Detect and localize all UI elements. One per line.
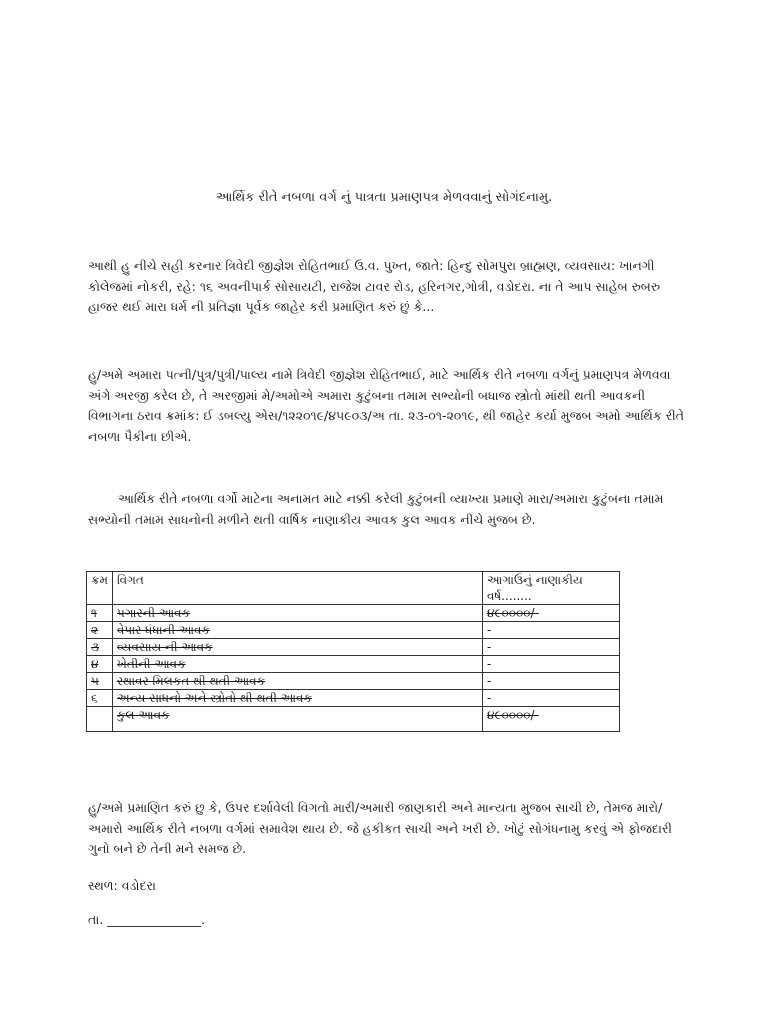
header-amount: આગાઉનું નાણાકીય વર્ષ........ [483, 572, 620, 605]
table-row [87, 622, 620, 639]
row-item: ખેતીની આવક [112, 656, 482, 673]
income-table [86, 571, 620, 732]
row-serial: ૬ [87, 690, 113, 707]
declarant-paragraph: આથી હુ નીચે સહી કરનાર ત્રિવેદી જીજ્ઞેશ રોહિતભાઈ ઉ.વ. પુખ્ત, જાતે: હિન્દુ સોમપુરા બ્રાહ્મણ, વ્યવસાય: ખાનગી કોલેજમાં નોકરી, રહે: ૧૬ અવનીપાર્ક સોસાયટી, રાજેશ ટાવર રોડ, હરિનગર,ગોત્રી, વડોદરા. ના તે આપ સાહેબ રુબરુ હાજર થઈ મારા ધર્મ ની પ્રતિજ્ઞા પૂર્વક જાહેર કરી પ્રમાણિત કરું છું કે... [88, 258, 660, 314]
row-serial: ૪ [87, 656, 113, 673]
total-serial [87, 707, 113, 732]
place-line: સ્થળ: વડોદરા [88, 878, 156, 893]
total-amount: ૪૯૦૦૦૦/- [483, 707, 620, 732]
document-title: આર્થિક રીતે નબળા વર્ગ નું પાત્રતા પ્રમાણપત્ર મેળવવાનું સોગંદનામુ. [215, 190, 553, 205]
row-item: પગારની આવક [112, 605, 482, 622]
row-amount: - [483, 639, 620, 656]
row-item: સ્થાવર મિલકત થી થતી આવક [112, 673, 482, 690]
row-serial: ૧ [87, 605, 113, 622]
row-serial: ૨ [87, 622, 113, 639]
row-amount: - [483, 622, 620, 639]
table-row [87, 690, 620, 707]
table-row [87, 656, 620, 673]
total-label: કુલ આવક [112, 707, 482, 732]
table-total-row [87, 707, 620, 732]
application-paragraph: હુ/અમે અમારા પત્ની/પુત્ર/પુત્રી/પાલ્ય નામે ત્રિવેદી જીજ્ઞેશ રોહિતભાઈ, માટે આર્થિક રીતે નબળા વર્ગનું પ્રમાણપત્ર મેળવવા અંગે અરજી કરેલ છે, તે અરજીમાં મે/અમોએ અમારા કુટુંબના તમામ સભ્યોની બધાજ સ્ત્રોતો માંથી થતી આવકની વિભાગના ઠરાવ ક્રમાંક: ઈ ડબલ્યુ એસ/૧૨૨૦૧૯/૪૫૯૦૩/અ તા. ૨૩-૦૧-૨૦૧૯, થી જાહેર કર્યા મુજબ અમો આર્થિક રીતે નબળા પૈકીના છીએ. [88, 367, 685, 444]
row-amount: ૪૯૦૦૦૦/- [483, 605, 620, 622]
table-row [87, 605, 620, 622]
table-row [87, 639, 620, 656]
table-header-row [87, 572, 620, 605]
row-amount: - [483, 673, 620, 690]
date-line: તા. _______________. [88, 912, 206, 927]
certification-paragraph: હુ/અમે પ્રમાણિત કરું છુ કે, ઉપર દર્શાવેલી વિગતો મારી/અમારી જાણકારી અને માન્યતા મુજબ સાચી છે, તેમજ મારો/અમારો આર્થિક રીતે નબળા વર્ગમાં સમાવેશ થાય છે. જે હકીકત સાચી અને ખરી છે. ખોટું સોગંધનામુ કરવું એ ફોજદારી ગુનો બને છે તેની મને સમજ છે. [88, 800, 672, 856]
row-serial: ૫ [87, 673, 113, 690]
row-amount: - [483, 690, 620, 707]
header-detail: વિગત [112, 572, 482, 605]
row-item: વેપાર ધંધાની આવક [112, 622, 482, 639]
row-item: અન્ય સાધનો અને સ્ત્રોતો થી થતી આવક [112, 690, 482, 707]
row-serial: ૩ [87, 639, 113, 656]
row-item: વ્યવસાય ની આવક [112, 639, 482, 656]
income-intro-paragraph: આર્થિક રીતે નબળા વર્ગો માટેના અનામત માટે નક્કી કરેલી કુટુંબની વ્યાખ્યા પ્રમાણે મારા/અમારા કુટુંબના તમામ સભ્યોની તમામ સાધનોની મળીને થતી વાર્ષિક નાણાકીય આવક કુલ આવક નીચે મુજબ છે. [88, 491, 664, 527]
row-amount: - [483, 656, 620, 673]
table-row [87, 673, 620, 690]
header-serial: ક્રમ [87, 572, 113, 605]
